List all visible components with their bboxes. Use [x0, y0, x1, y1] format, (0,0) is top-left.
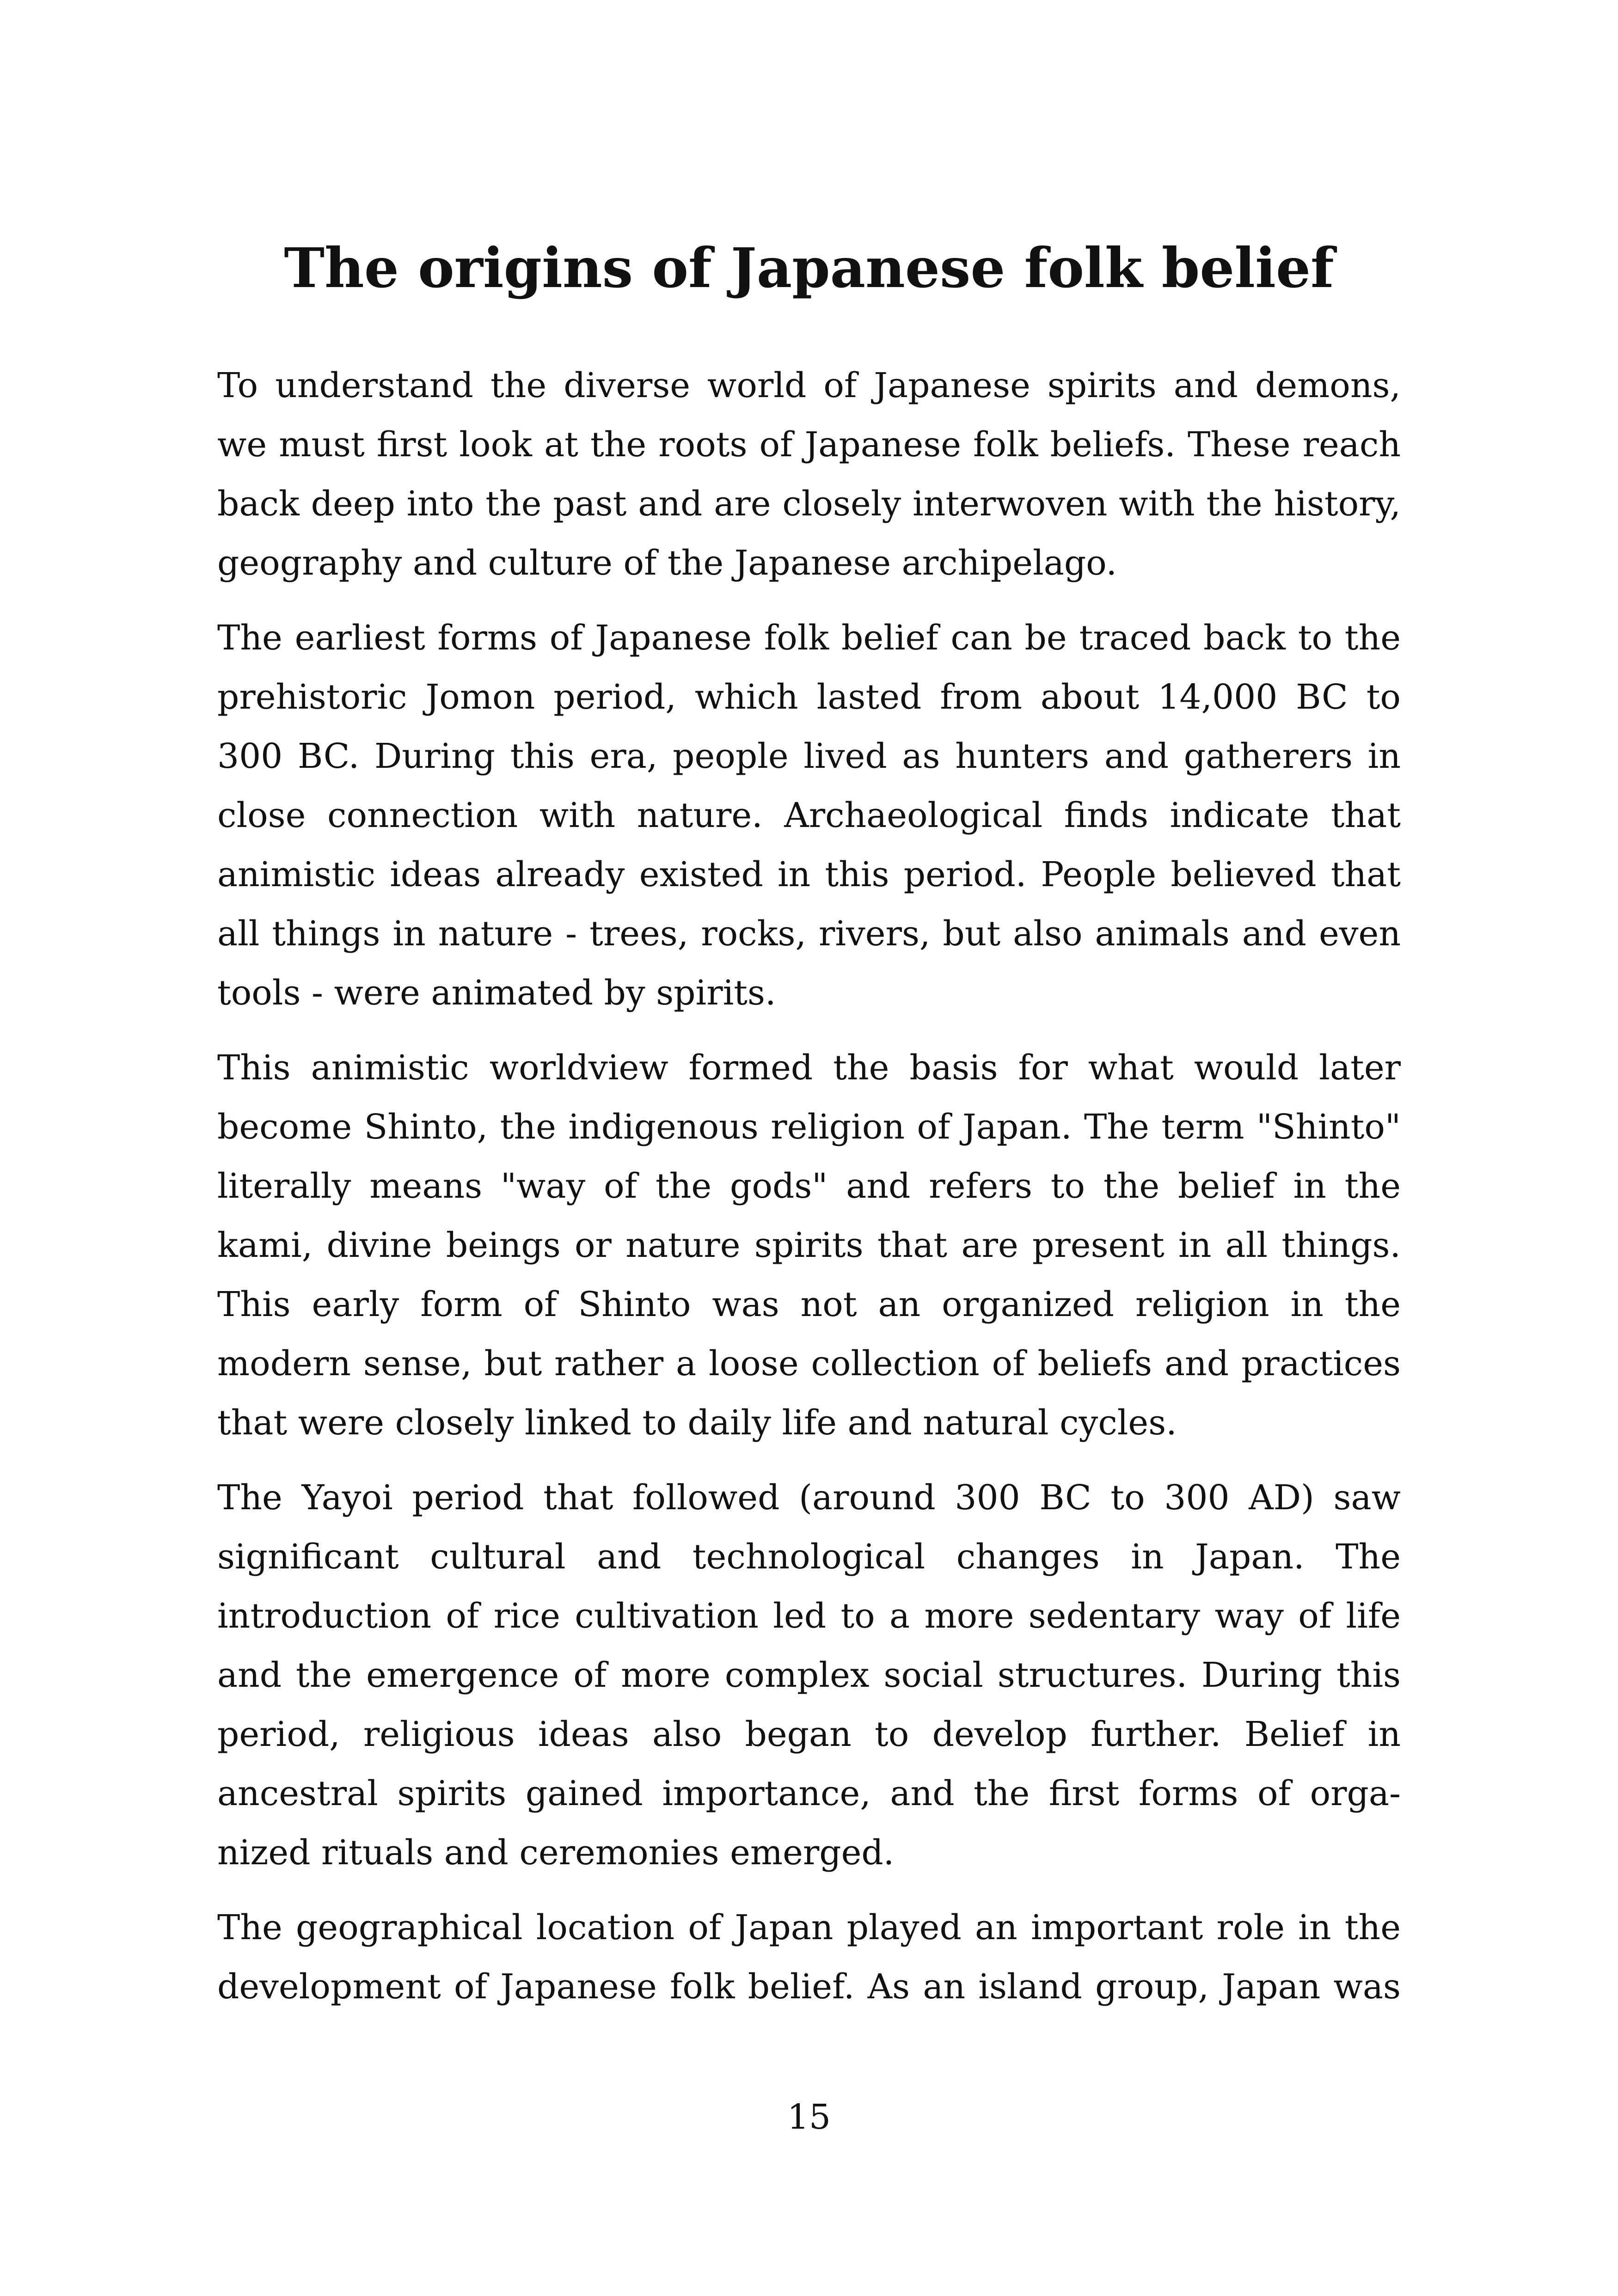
paragraph: The Yayoi period that followed (around 300 BC to 300 AD) saw significant cultural and technological changes in Japan. The introduction of rice cultivation led to a more sedentary way of life and the emergence of more complex social structures. During this period, religious ideas also began to develop further. Belief in ancestral spirits gained importance, and the first forms of organized rituals and ceremonies emerged.	[217, 1478, 1401, 1873]
body-text	[217, 356, 1401, 2032]
page-number: 15	[787, 2097, 831, 2137]
paragraph: The geographical location of Japan played an important role in the development of Japanese folk belief. As an island group, Japan was	[217, 1908, 1401, 2007]
paragraph: To understand the diverse world of Japanese spirits and demons, we must first look at the roots of Japanese folk beliefs. These reach back deep into the past and are closely interwoven with the history, geography and culture of the Japanese archipelago.	[217, 366, 1401, 583]
paragraph: This animistic worldview formed the basis for what would later become Shinto, the indigenous religion of Japan. The term "Shinto" literally means "way of the gods" and refers to the belief in the kami, divine beings or nature spirits that are present in all things. This early form of Shinto was not an organized religion in the modern sense, but rather a loose collection of beliefs and practices that were closely linked to daily life and natural cycles.	[217, 1048, 1401, 1443]
chapter-title: The origins of Japanese folk belief	[284, 236, 1334, 300]
paragraph: The earliest forms of Japanese folk belief can be traced back to the prehistoric Jomon period, which lasted from about 14,000 BC to 300 BC. During this era, people lived as hunters and gatherers in close connection with nature. Archaeological finds indicate that animistic ideas already existed in this period. People believed that all things in nature - trees, rocks, rivers, but also animals and even tools - were animated by spirits.	[217, 618, 1401, 1013]
